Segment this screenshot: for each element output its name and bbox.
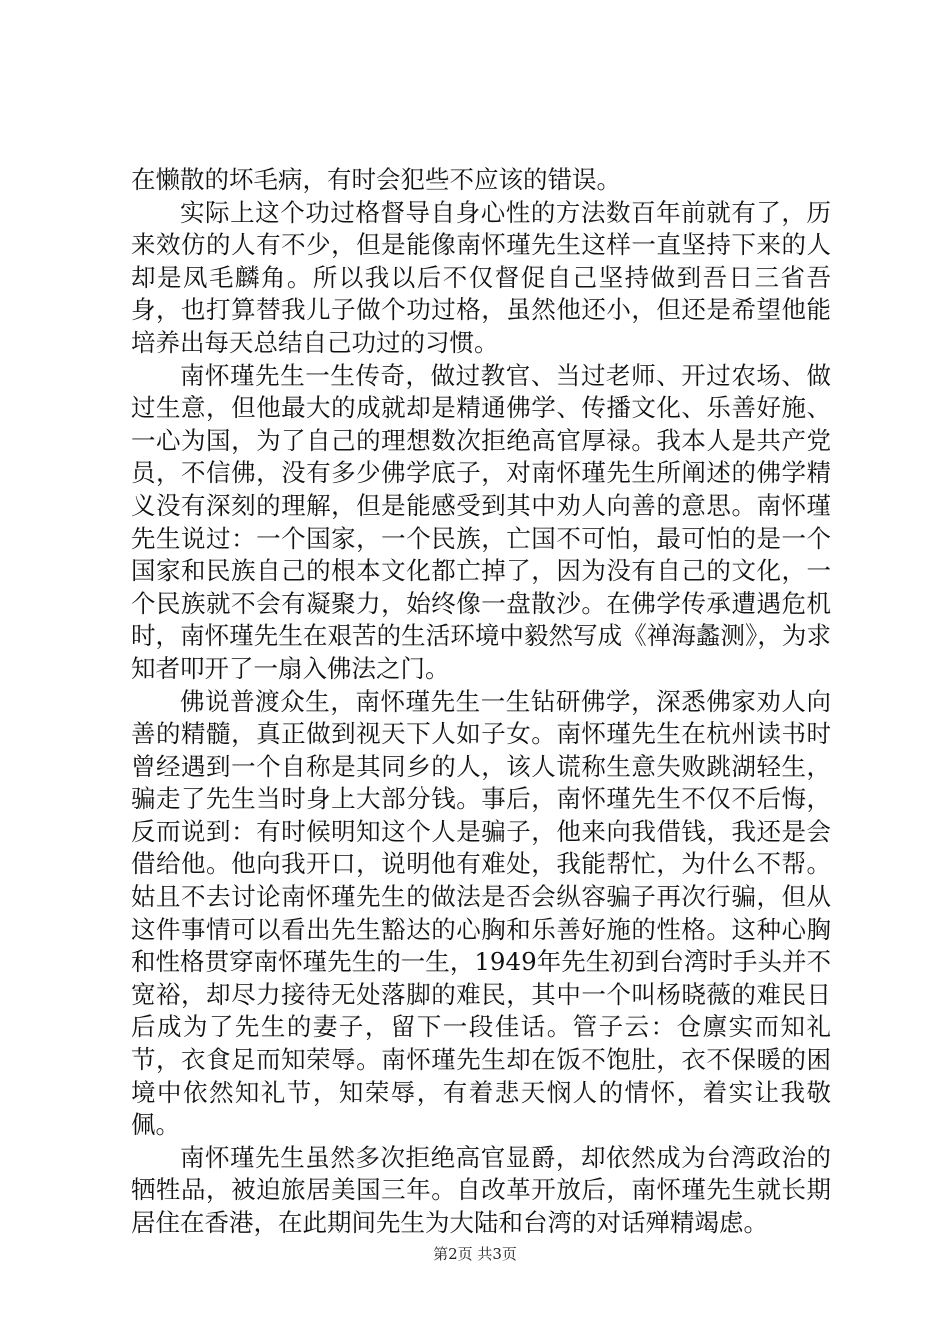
document-body <box>131 164 831 1240</box>
page-footer: 第2页 共3页 <box>433 1245 517 1263</box>
paragraph-continuation: 在懒散的坏毛病，有时会犯些不应该的错误。 <box>131 165 621 194</box>
paragraph-merit-demerit-ledger: 实际上这个功过格督导自身心性的方法数百年前就有了，历来效仿的人有不少，但是能像南怀瑾先生这样一直坚持下来的人却是凤毛麟角。所以我以后不仅督促自己坚持做到吾日三省吾身，也打算替我儿子做个功过格，虽然他还小，但还是希望他能培养出每天总结自己功过的习惯。 <box>131 197 831 357</box>
paragraph-political-exile: 南怀瑾先生虽然多次拒绝高官显爵，却依然成为台湾政治的牺牲品，被迫旅居美国三年。自改革开放后，南怀瑾先生就长期居住在香港，在此期间先生为大陆和台湾的对话殚精竭虑。 <box>131 1142 831 1237</box>
paragraph-legendary-life: 南怀瑾先生一生传奇，做过教官、当过老师、开过农场、做过生意，但他最大的成就却是精通佛学、传播文化、乐善好施、一心为国，为了自己的理想数次拒绝高官厚禄。我本人是共产党员，不信佛，没有多少佛学底子，对南怀瑾先生所阐述的佛学精义没有深刻的理解，但是能感受到其中劝人向善的意思。南怀瑾先生说过：一个国家，一个民族，亡国不可怕，最可怕的是一个国家和民族自己的根本文化都亡掉了，因为没有自己的文化，一个民族就不会有凝聚力，始终像一盘散沙。在佛学传承遭遇危机时，南怀瑾先生在艰苦的生活环境中毅然写成《禅海蠡测》，为求知者叩开了一扇入佛法之门。 <box>131 360 831 683</box>
paragraph-benevolence: 佛说普渡众生，南怀瑾先生一生钻研佛学，深悉佛家劝人向善的精髓，真正做到视天下人如子女。南怀瑾先生在杭州读书时曾经遇到一个自称是其同乡的人，该人谎称生意失败跳湖轻生，骗走了先生当时身上大部分钱。事后，南怀瑾先生不仅不后悔，反而说到：有时候明知这个人是骗子，他来向我借钱，我还是会借给他。他向我开口，说明他有难处，我能帮忙，为什么不帮。姑且不去讨论南怀瑾先生的做法是否会纵容骗子再次行骗，但从这件事情可以看出先生豁达的心胸和乐善好施的性格。这种心胸和性格贯穿南怀瑾先生的一生，1949年先生初到台湾时手头并不宽裕，却尽力接待无处落脚的难民，其中一个叫杨晓薇的难民日后成为了先生的妻子，留下一段佳话。管子云：仓廪实而知礼节，衣食足而知荣辱。南怀瑾先生却在饭不饱肚，衣不保暖的困境中依然知礼节，知荣辱，有着悲天悯人的情怀，着实让我敬佩。 <box>131 686 831 1140</box>
